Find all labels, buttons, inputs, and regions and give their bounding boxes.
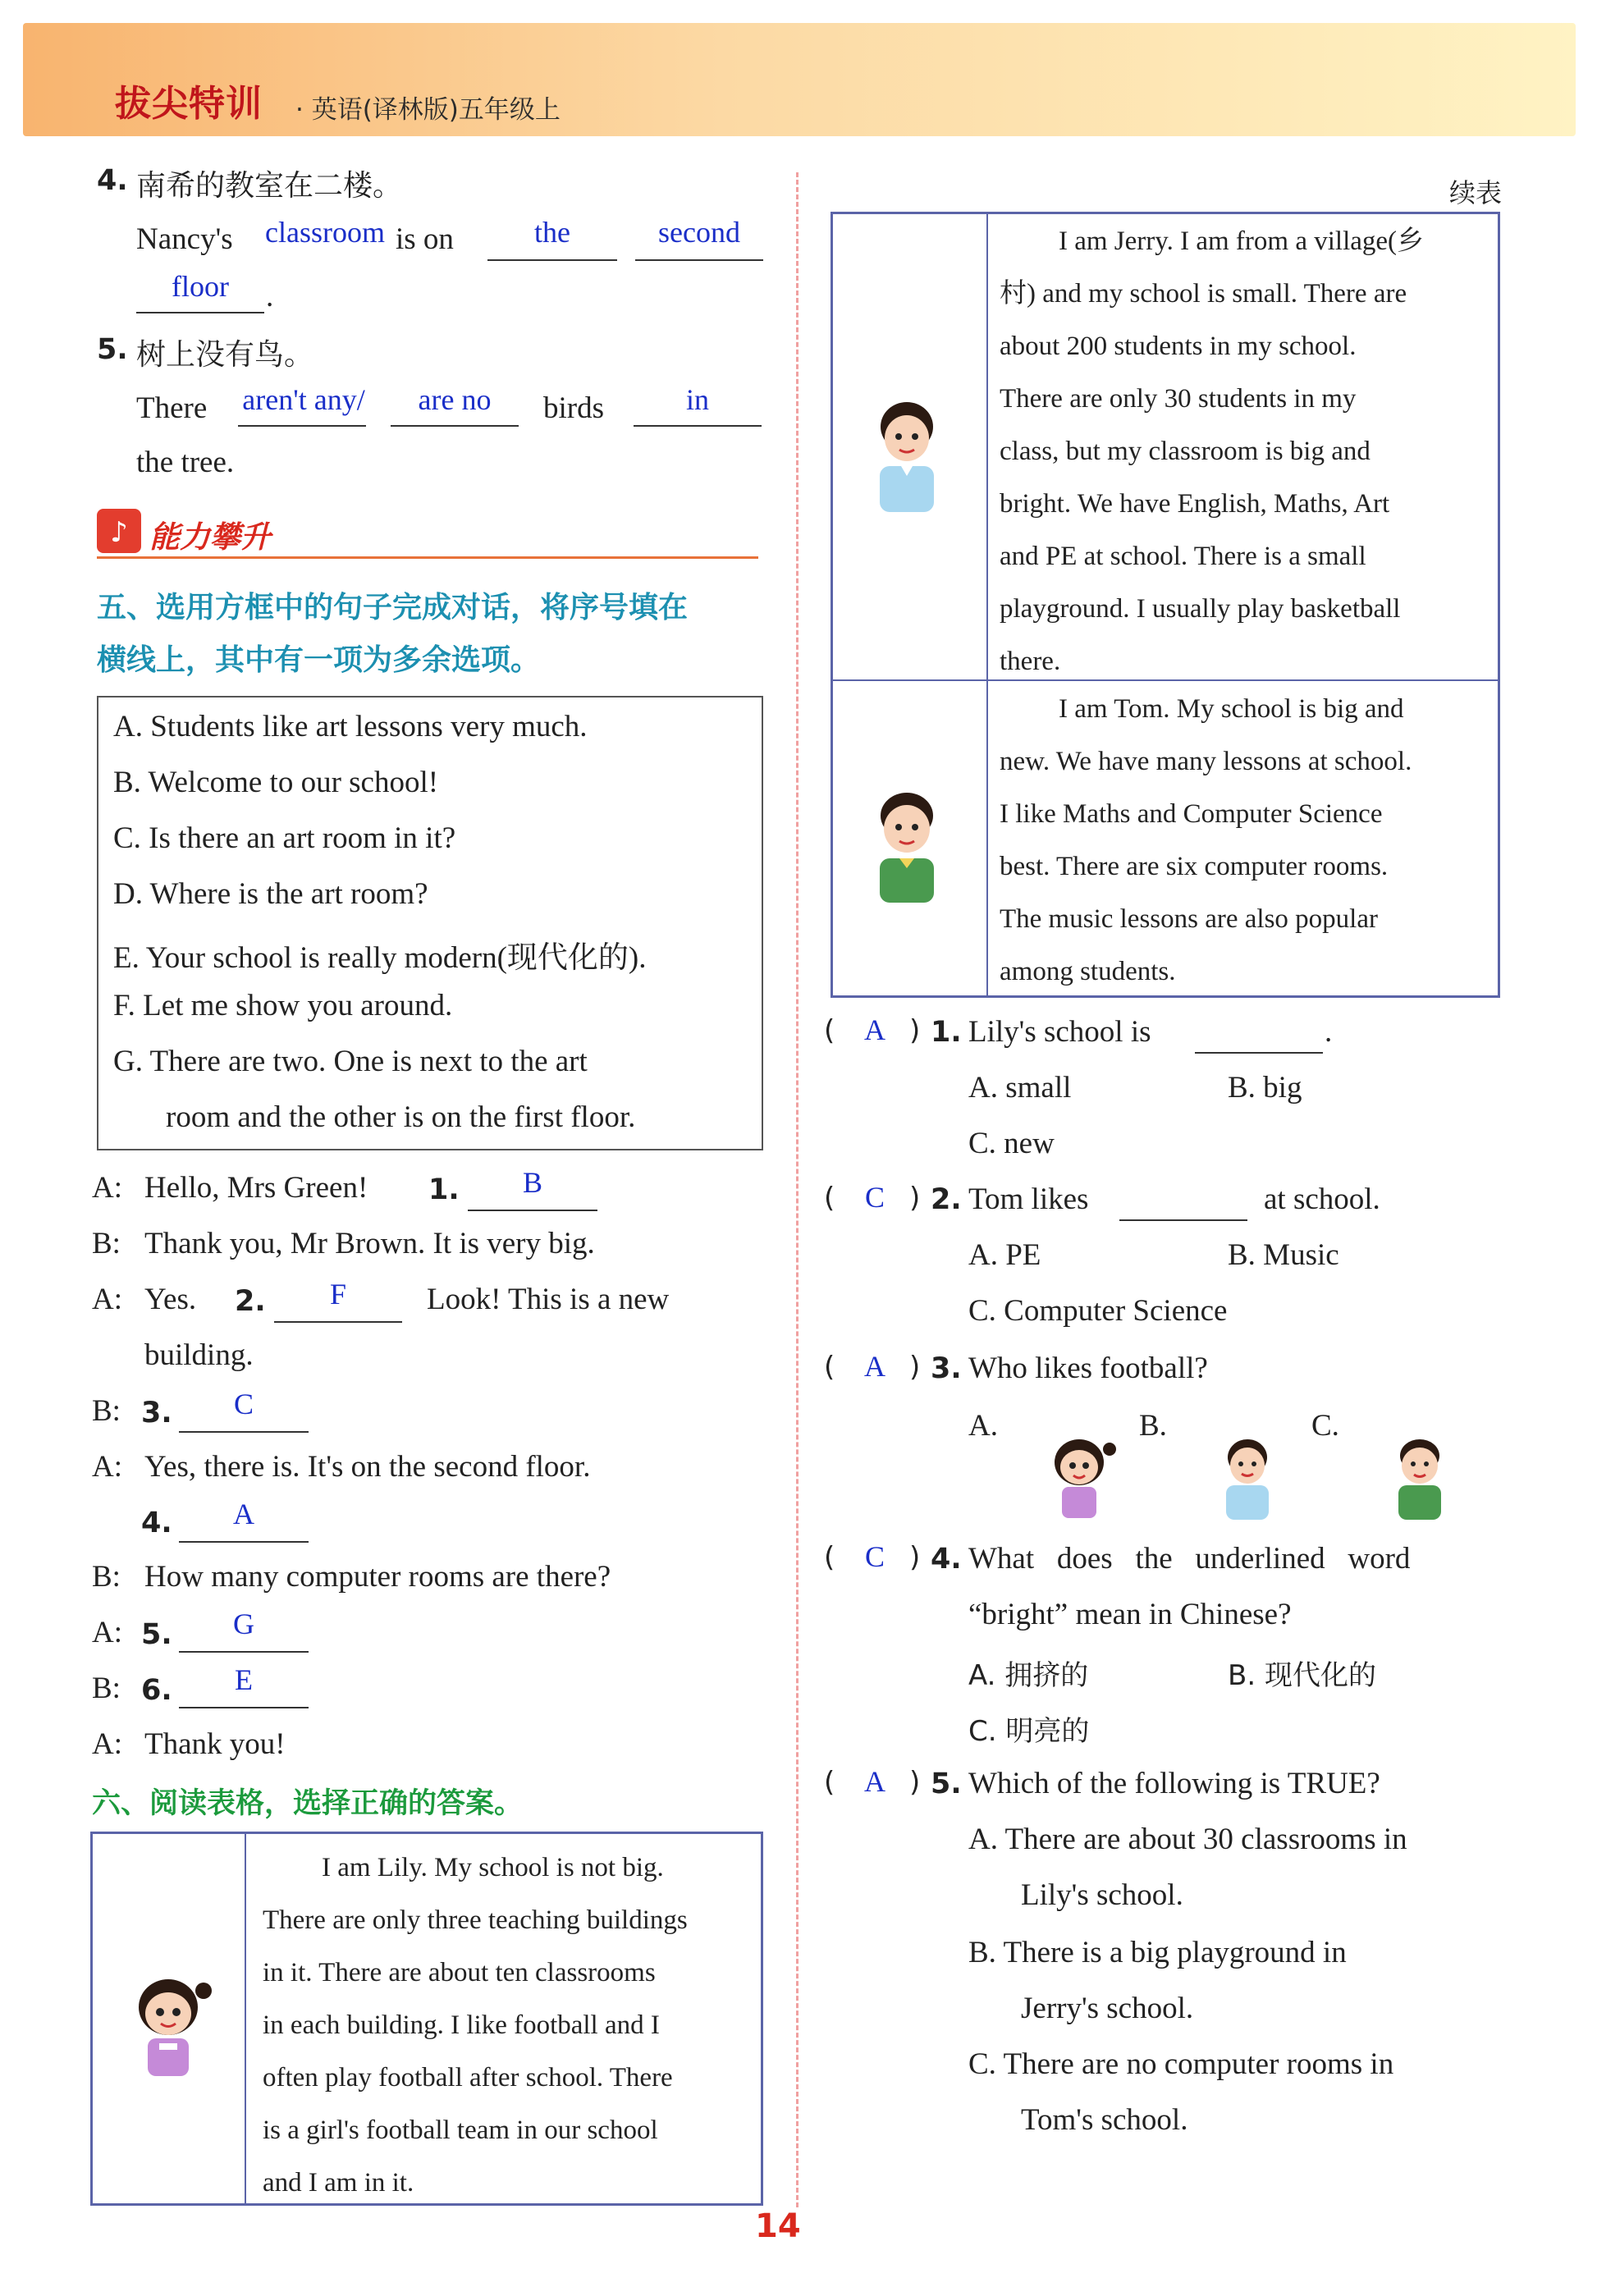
- tom-line: best. There are six computer rooms.: [1000, 852, 1389, 881]
- dialog-speaker: B:: [92, 1227, 121, 1260]
- q2-stem-end: at school.: [1264, 1182, 1380, 1216]
- q2-option-b: B. Music: [1228, 1238, 1339, 1272]
- q3-answer[interactable]: A: [864, 1350, 885, 1383]
- q4-answer-2: the: [534, 216, 570, 249]
- lily-line: in it. There are about ten classrooms: [263, 1958, 656, 1987]
- q5-number: 5.: [97, 333, 128, 366]
- jerry-text: [1000, 215, 1485, 688]
- dialog-blank-number: 6.: [141, 1674, 172, 1707]
- q2-option-a: A. PE: [968, 1238, 1041, 1272]
- option-f: F. Let me show you around.: [113, 989, 453, 1022]
- q2-stem: Tom likes: [968, 1182, 1089, 1216]
- dialog-answer-5: G: [233, 1608, 254, 1640]
- section5-title-line2: 横线上，其中有一项为多余选项。: [97, 643, 541, 677]
- paren-open: (: [824, 1541, 835, 1574]
- option-a: A. Students like art lessons very much.: [113, 710, 588, 743]
- q4-answer-3: second: [658, 216, 740, 249]
- paren-open: (: [824, 1014, 835, 1047]
- lily-line: There are only three teaching buildings: [263, 1905, 688, 1935]
- q4-answer-1: classroom: [265, 216, 385, 249]
- q5-chinese: 树上没有鸟。: [136, 338, 314, 372]
- dialog-answer-1: B: [522, 1166, 542, 1199]
- q2-blank[interactable]: [1119, 1219, 1247, 1221]
- q4-end: .: [266, 280, 274, 313]
- paren-close: ): [909, 1014, 921, 1047]
- q4r-option-c: C. 明亮的: [968, 1715, 1090, 1748]
- book-subtitle: · 英语(译林版)五年级上: [295, 95, 561, 125]
- paren-open: (: [824, 1351, 835, 1384]
- ability-label: 能力攀升: [149, 519, 271, 555]
- lily-line: is a girl's football team in our school: [263, 2115, 658, 2145]
- section5-title-line1: 五、选用方框中的句子完成对话，将序号填在: [97, 591, 689, 624]
- q4-number: 4.: [97, 164, 128, 197]
- q4-blank-3[interactable]: [635, 259, 763, 261]
- paren-close: ): [909, 1182, 921, 1214]
- tom-text: [1000, 683, 1485, 998]
- q5r-number: 5.: [931, 1768, 962, 1800]
- option-c: C. Is there an art room in it?: [113, 821, 456, 855]
- dialog-text: Yes, there is. It's on the second floor.: [144, 1450, 591, 1484]
- tom-line: I like Maths and Computer Science: [1000, 799, 1383, 829]
- jerry-line: playground. I usually play basketball: [1000, 594, 1401, 624]
- dialog-speaker: B:: [92, 1560, 121, 1594]
- paren-close: ): [909, 1541, 921, 1574]
- dialog-speaker: A:: [92, 1283, 122, 1316]
- q4r-option-a: A. 拥挤的: [968, 1659, 1089, 1692]
- q4-blank-4[interactable]: [136, 312, 264, 313]
- dialog-blank-number: 4.: [141, 1507, 172, 1539]
- tom-line: The music lessons are also popular: [1000, 904, 1378, 934]
- q4-mid: is on: [396, 222, 454, 256]
- q4r-number: 4.: [931, 1543, 962, 1576]
- option-g-cont: room and the other is on the first floor.: [166, 1100, 636, 1134]
- dialog-text: Thank you, Mr Brown. It is very big.: [144, 1227, 595, 1260]
- dialog-text: Hello, Mrs Green!: [144, 1171, 368, 1205]
- q3-number: 3.: [931, 1352, 962, 1385]
- lily-line: in each building. I like football and I: [263, 2010, 660, 2040]
- q2-number: 2.: [931, 1183, 962, 1216]
- q4-pre: Nancy's: [136, 222, 233, 256]
- lily-small-avatar: [1042, 1431, 1116, 1525]
- q3-option-a: A.: [968, 1409, 998, 1443]
- dialog-answer-2: F: [329, 1278, 347, 1310]
- q5r-option-c: C. There are no computer rooms in: [968, 2047, 1394, 2081]
- option-b: B. Welcome to our school!: [113, 766, 439, 799]
- dialog-speaker: A:: [92, 1616, 122, 1649]
- dialog-blank-4[interactable]: [179, 1541, 309, 1543]
- section6-title: 六、阅读表格，选择正确的答案。: [92, 1787, 524, 1820]
- q3-option-c: C.: [1311, 1409, 1339, 1443]
- tom-line: I am Tom. My school is big and: [1059, 694, 1404, 724]
- q4r-answer[interactable]: C: [864, 1540, 885, 1573]
- lily-text: [263, 1841, 747, 2209]
- option-d: D. Where is the art room?: [113, 877, 428, 911]
- q5-mid: birds: [543, 391, 604, 425]
- dialog-answer-3: C: [233, 1388, 254, 1420]
- q3-option-b: B.: [1139, 1409, 1167, 1443]
- dialog-blank-1[interactable]: [468, 1210, 597, 1211]
- dialog-speaker: A:: [92, 1171, 122, 1205]
- lily-avatar: [123, 1968, 213, 2087]
- dialog-blank-5[interactable]: [179, 1651, 309, 1653]
- tom-avatar: [862, 781, 952, 908]
- dialog-blank-3[interactable]: [179, 1431, 309, 1433]
- continued-label: 续表: [1449, 177, 1503, 208]
- ability-icon: [97, 509, 141, 553]
- lily-line: often play football after school. There: [263, 2063, 673, 2092]
- q4r-stem-line2: “bright” mean in Chinese?: [968, 1598, 1292, 1631]
- jerry-line: class, but my classroom is big and: [1000, 437, 1370, 466]
- q5r-option-c-cont: Tom's school.: [1021, 2103, 1188, 2137]
- jerry-small-avatar: [1215, 1431, 1280, 1525]
- tom-small-avatar: [1387, 1431, 1453, 1525]
- q5-answer-2: are no: [418, 383, 492, 416]
- option-g: G. There are two. One is next to the art: [113, 1045, 588, 1078]
- q2-answer[interactable]: C: [864, 1181, 885, 1214]
- svg-text:♪: ♪: [110, 516, 128, 549]
- q4r-option-b: B. 现代化的: [1228, 1659, 1376, 1692]
- dialog-blank-2[interactable]: [274, 1321, 402, 1323]
- jerry-line: I am Jerry. I am from a village(乡: [1059, 226, 1425, 256]
- dialog-blank-number: 3.: [141, 1397, 172, 1429]
- ability-underline: [97, 556, 758, 559]
- q5r-stem: Which of the following is TRUE?: [968, 1767, 1380, 1800]
- q1-option-b: B. big: [1228, 1071, 1302, 1105]
- jerry-tom-table-divider: [986, 214, 988, 995]
- tom-line: new. We have many lessons at school.: [1000, 747, 1412, 776]
- paren-open: (: [824, 1182, 835, 1214]
- dialog-speaker: A:: [92, 1450, 122, 1484]
- dialog-speaker: B:: [92, 1672, 121, 1705]
- paren-open: (: [824, 1766, 835, 1799]
- q5-pre: There: [136, 391, 208, 425]
- dialog-text: building.: [144, 1338, 254, 1372]
- q1-option-a: A. small: [968, 1071, 1072, 1105]
- jerry-line: about 200 students in my school.: [1000, 332, 1357, 361]
- q1-answer[interactable]: A: [864, 1013, 885, 1046]
- q5r-option-a-cont: Lily's school.: [1021, 1878, 1183, 1912]
- brand-title: 拔尖特训: [115, 83, 263, 125]
- dialog-speaker: A:: [92, 1727, 122, 1761]
- dialog-blank-number: 2.: [235, 1285, 266, 1318]
- jerry-line: and PE at school. There is a small: [1000, 542, 1366, 571]
- option-e: E. Your school is really modern(现代化的).: [113, 941, 647, 975]
- q5r-option-b-cont: Jerry's school.: [1021, 1992, 1194, 2025]
- lily-line: and I am in it.: [263, 2168, 414, 2198]
- q5r-answer[interactable]: A: [864, 1765, 885, 1798]
- column-divider: [796, 172, 798, 2207]
- q5-line2: the tree.: [136, 446, 235, 479]
- paren-close: ): [909, 1766, 921, 1799]
- q1-stem: Lily's school is: [968, 1015, 1151, 1049]
- dialog-blank-number: 5.: [141, 1618, 172, 1651]
- q3-stem: Who likes football?: [968, 1352, 1208, 1385]
- lily-line: I am Lily. My school is not big.: [322, 1853, 664, 1882]
- q5-blank-2[interactable]: [391, 425, 519, 427]
- q5r-option-b: B. There is a big playground in: [968, 1936, 1347, 1969]
- dialog-text: Look! This is a new: [427, 1283, 670, 1316]
- q1-stem-end: .: [1325, 1015, 1333, 1049]
- paren-close: ): [909, 1351, 921, 1384]
- dialog-blank-6[interactable]: [179, 1707, 309, 1708]
- q4-blank-2[interactable]: [487, 259, 617, 261]
- dialog-answer-6: E: [235, 1663, 253, 1696]
- lily-table-divider: [245, 1834, 246, 2203]
- tom-line: among students.: [1000, 957, 1176, 986]
- dialog-text: How many computer rooms are there?: [144, 1560, 611, 1594]
- dialog-blank-number: 1.: [428, 1173, 460, 1206]
- q4-answer-4: floor: [172, 270, 229, 303]
- q1-blank[interactable]: [1195, 1052, 1323, 1054]
- jerry-avatar: [862, 391, 952, 518]
- dialog-speaker: B:: [92, 1394, 121, 1428]
- jerry-line: 村) and my school is small. There are: [1000, 279, 1407, 309]
- q1-option-c: C. new: [968, 1127, 1055, 1160]
- q5-blank-3[interactable]: [634, 425, 762, 427]
- q5r-option-a: A. There are about 30 classrooms in: [968, 1823, 1407, 1856]
- dialog-answer-4: A: [233, 1498, 254, 1530]
- q5-answer-1: aren't any/: [242, 383, 365, 416]
- dialog-text: Thank you!: [144, 1727, 286, 1761]
- jerry-line: There are only 30 students in my: [1000, 384, 1357, 414]
- q4-chinese: 南希的教室在二楼。: [136, 169, 403, 203]
- q5-blank-1[interactable]: [238, 425, 366, 427]
- dialog-text: Yes.: [144, 1283, 197, 1316]
- q5-answer-3: in: [685, 383, 709, 416]
- q1-number: 1.: [931, 1016, 962, 1049]
- q4r-stem: What does the underlined word: [968, 1542, 1411, 1576]
- jerry-line: bright. We have English, Maths, Art: [1000, 489, 1390, 519]
- jerry-line: there.: [1000, 647, 1061, 676]
- page-number: 14: [755, 2207, 801, 2245]
- q2-option-c: C. Computer Science: [968, 1294, 1228, 1328]
